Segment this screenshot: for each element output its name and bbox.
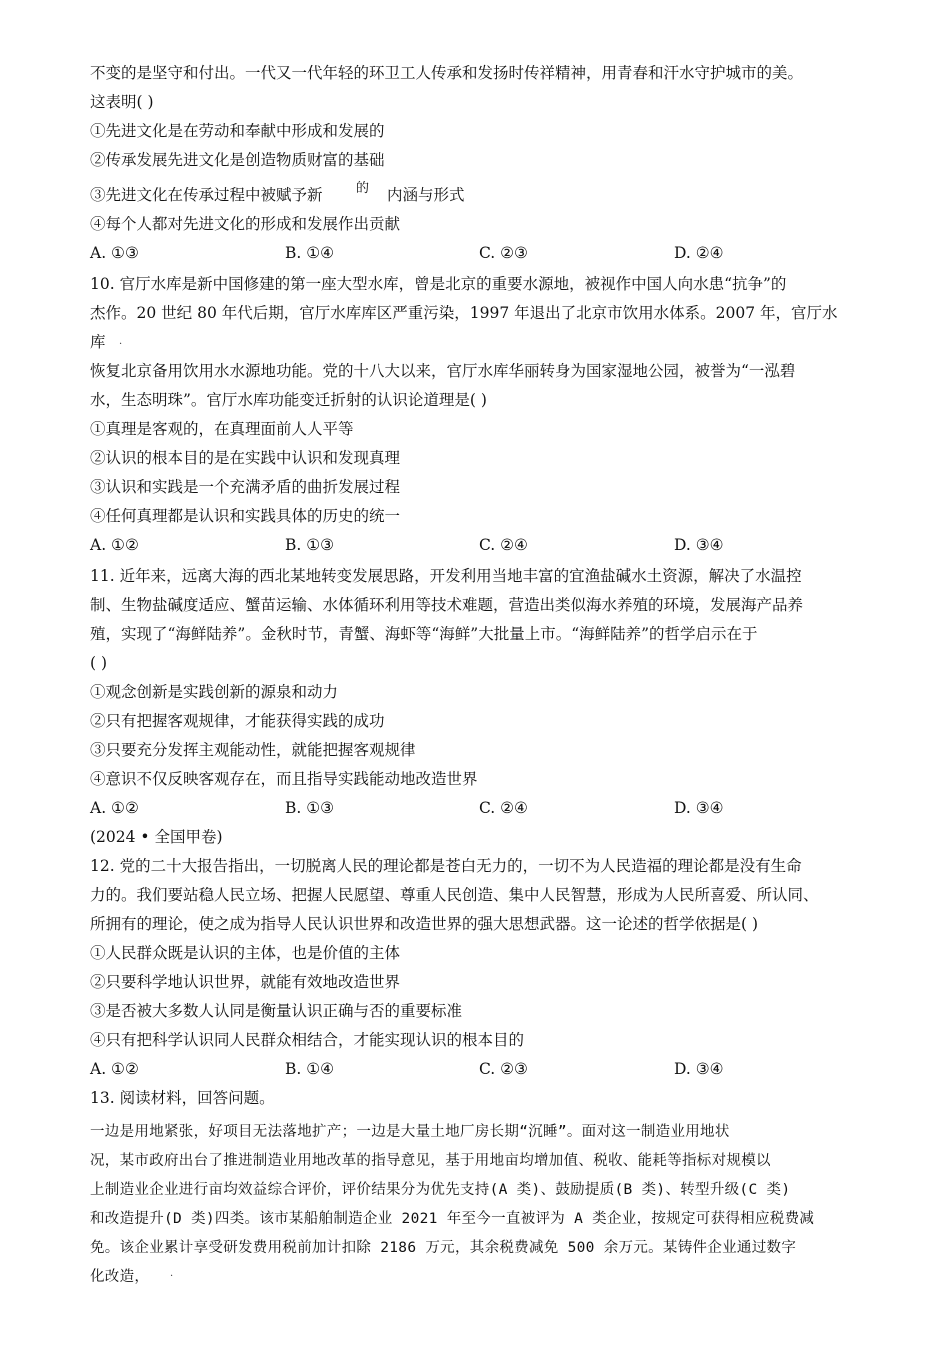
q12-stem-line1: 12. 党的二十大报告指出，一切脱离人民的理论都是苍白无力的，一切不为人民造福的理论都是没有生命: [90, 857, 802, 875]
q9-stem-line1: 不变的是坚守和付出。一代又一代年轻的环卫工人传承和发扬时传祥精神，用青春和汗水守护城市的美。: [90, 64, 804, 82]
q9-option-c: C. ②③: [479, 244, 528, 262]
q9-option-d: D. ②④: [674, 244, 724, 262]
q11-item-1: ①观念创新是实践创新的源泉和动力: [90, 683, 339, 701]
stray-dot-2: ·: [170, 1271, 174, 1282]
q10-stem-line1: 10. 官厅水库是新中国修建的第一座大型水库，曾是北京的重要水源地，被视作中国人向水患“抗争”的: [90, 275, 787, 293]
q11-stem-line1: 11. 近年来，远离大海的西北某地转变发展思路，开发利用当地丰富的宜渔盐碱水土资源，解决了水温控: [90, 567, 802, 585]
q12-option-c: C. ②③: [479, 1060, 528, 1078]
q11-item-2: ②只有把握客观规律，才能获得实践的成功: [90, 712, 385, 730]
q9-item-3-tail: 内涵与形式: [387, 186, 465, 204]
q12-option-d: D. ③④: [674, 1060, 724, 1078]
q13-material-line4: 和改造提升(D 类)四类。该市某船舶制造企业 2021 年至今一直被评为 A 类企业，按规定可获得相应税费减: [90, 1211, 815, 1227]
q13-material-line5: 免。该企业累计享受研发费用税前加计扣除 2186 万元，其余税费减免 500 余万元。某铸件企业通过数字: [90, 1240, 797, 1256]
q10-stem-line3: 库: [90, 333, 106, 351]
q9-stem-line2: 这表明( ): [90, 93, 154, 111]
q13-material-line2: 况，某市政府出台了推进制造业用地改革的指导意见，基于用地亩均增加值、税收、能耗等指标对规模以: [90, 1153, 771, 1169]
q10-stem-line2: 杰作。20 世纪 80 年代后期，官厅水库库区严重污染，1997 年退出了北京市饮用水体系。2007 年，官厅水: [90, 304, 838, 322]
q9-item-4: ④每个人都对先进文化的形成和发展作出贡献: [90, 215, 401, 233]
q9-item-3-char: 的: [356, 181, 370, 196]
q10-item-1: ①真理是客观的，在真理面前人人平等: [90, 420, 354, 438]
q10-stem-line5: 水，生态明珠”。官厅水库功能变迁折射的认识论道理是( ): [90, 391, 487, 409]
q11-stem-line4: ( ): [90, 654, 108, 672]
q10-option-c: C. ②④: [479, 536, 528, 554]
q13-material-line1: 一边是用地紧张，好项目无法落地扩产；一边是大量土地厂房长期“沉睡”。面对这一制造业用地状: [90, 1124, 730, 1140]
q10-item-2: ②认识的根本目的是在实践中认识和发现真理: [90, 449, 401, 467]
q9-option-b: B. ①④: [285, 244, 335, 262]
source-tag: (2024 • 全国甲卷): [90, 828, 223, 846]
q11-item-3: ③只要充分发挥主观能动性，就能把握客观规律: [90, 741, 416, 759]
q11-stem-line3: 殖，实现了“海鲜陆养”。金秋时节，青蟹、海虾等“海鲜”大批量上市。“海鲜陆养”的哲学启示在于: [90, 625, 758, 643]
q9-option-a: A. ①③: [90, 244, 139, 262]
q12-item-1: ①人民群众既是认识的主体，也是价值的主体: [90, 944, 401, 962]
q11-option-b: B. ①③: [285, 799, 335, 817]
q10-option-b: B. ①③: [285, 536, 335, 554]
q12-item-3: ③是否被大多数人认同是衡量认识正确与否的重要标准: [90, 1002, 463, 1020]
q13-title: 13. 阅读材料，回答问题。: [90, 1089, 275, 1107]
q12-item-4: ④只有把科学认识同人民群众相结合，才能实现认识的根本目的: [90, 1031, 525, 1049]
q12-item-2: ②只要科学地认识世界，就能有效地改造世界: [90, 973, 401, 991]
q12-stem-line3: 所拥有的理论，使之成为指导人民认识世界和改造世界的强大思想武器。这一论述的哲学依据是( ): [90, 915, 759, 933]
q11-item-4: ④意识不仅反映客观存在，而且指导实践能动地改造世界: [90, 770, 478, 788]
q12-option-a: A. ①②: [90, 1060, 139, 1078]
q12-option-b: B. ①④: [285, 1060, 335, 1078]
q10-option-a: A. ①②: [90, 536, 139, 554]
q13-material-line6: 化改造，: [90, 1269, 150, 1285]
q11-option-c: C. ②④: [479, 799, 528, 817]
q11-stem-line2: 制、生物盐碱度适应、蟹苗运输、水体循环利用等技术难题，营造出类似海水养殖的环境，发展海产品养: [90, 596, 804, 614]
q10-stem-line4: 恢复北京备用饮用水水源地功能。党的十八大以来，官厅水库华丽转身为国家湿地公园，被誉为“一泓碧: [90, 362, 796, 380]
q11-option-d: D. ③④: [674, 799, 724, 817]
q10-item-3: ③认识和实践是一个充满矛盾的曲折发展过程: [90, 478, 401, 496]
q9-item-1: ①先进文化是在劳动和奉献中形成和发展的: [90, 122, 385, 140]
q9-item-2: ②传承发展先进文化是创造物质财富的基础: [90, 151, 385, 169]
q11-option-a: A. ①②: [90, 799, 139, 817]
q13-material-line3: 上制造业企业进行亩均效益综合评价，评价结果分为优先支持(A 类)、鼓励提质(B 类)、转型升级(C 类): [90, 1182, 791, 1198]
q12-stem-line2: 力的。我们要站稳人民立场、把握人民愿望、尊重人民创造、集中人民智慧，形成为人民所喜爱、所认同、: [90, 886, 819, 904]
q10-item-4: ④任何真理都是认识和实践具体的历史的统一: [90, 507, 401, 525]
q10-option-d: D. ③④: [674, 536, 724, 554]
stray-dot: ·: [119, 339, 123, 350]
q9-item-3: ③先进文化在传承过程中被赋予新: [90, 186, 323, 204]
